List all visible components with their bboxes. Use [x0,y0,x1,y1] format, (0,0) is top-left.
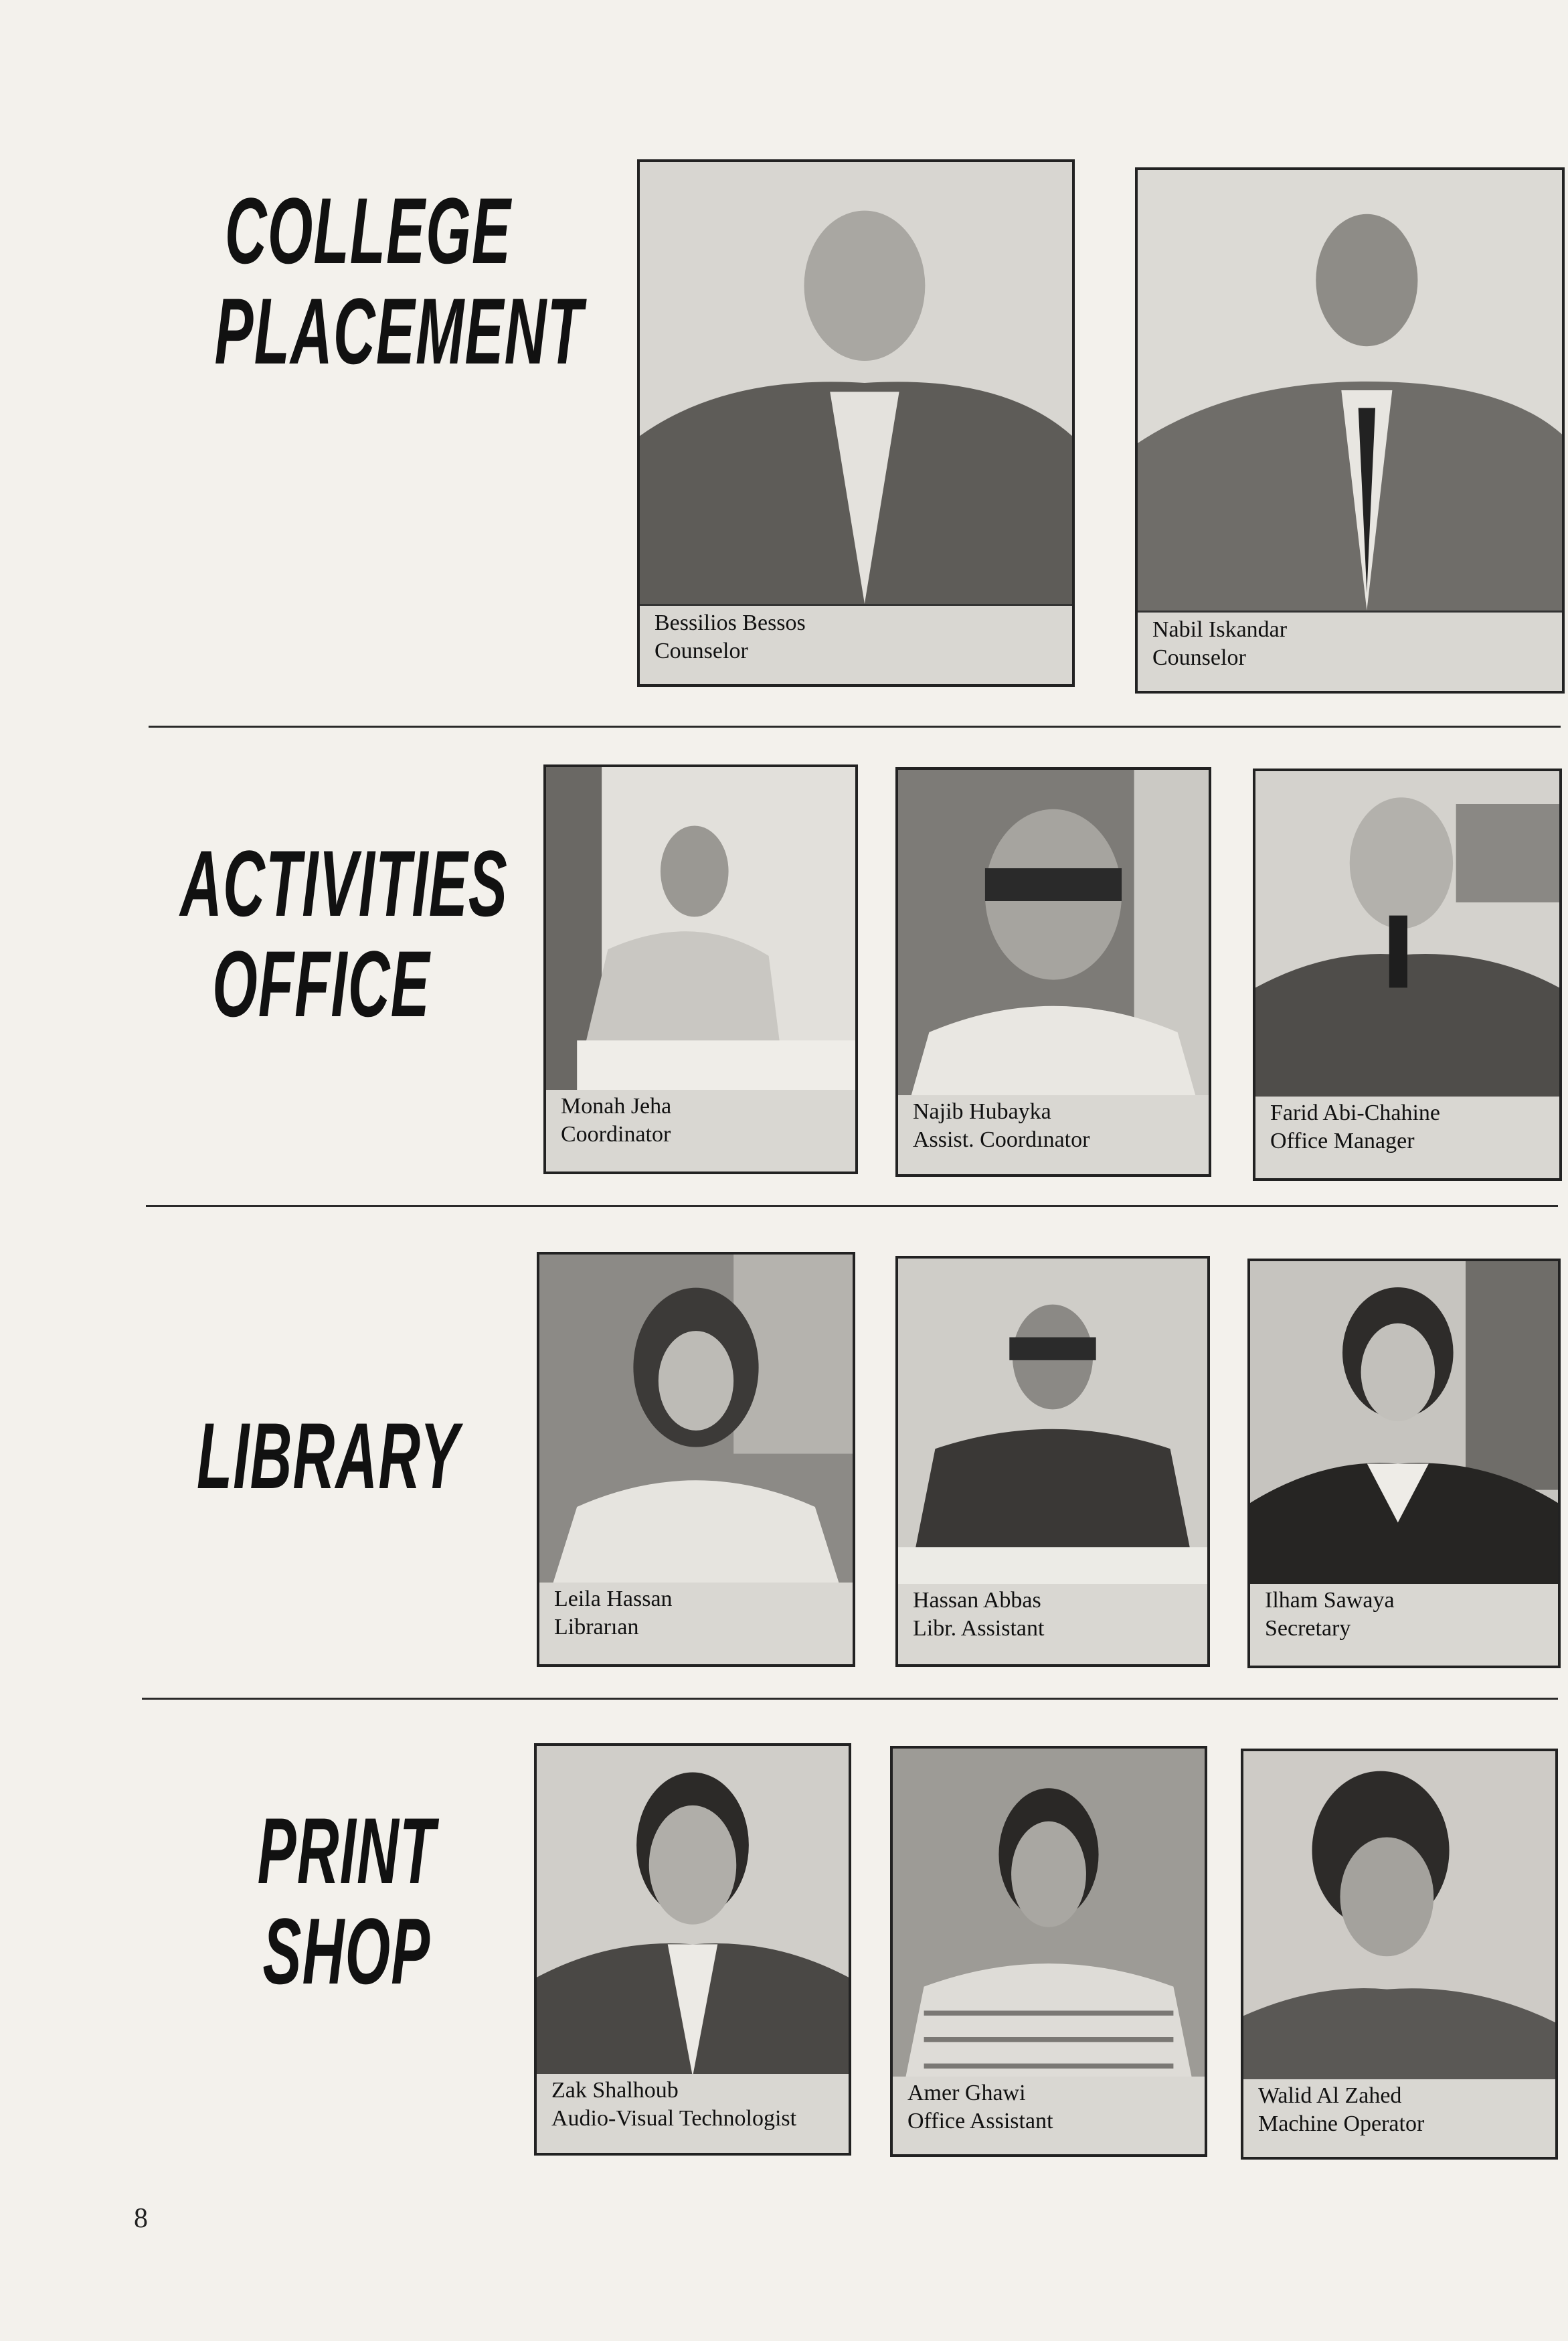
staff-card [537,1252,855,1667]
staff-card [1253,769,1562,1181]
staff-role: Secretary [1265,1616,1351,1641]
portrait-image [1243,1751,1555,2082]
staff-role: Counselor [655,639,748,663]
portrait-image [546,767,855,1093]
section-title-line: COLLEGE [224,178,512,283]
staff-card [1247,1259,1561,1668]
staff-name: Walid Al Zahed [1258,2083,1402,2108]
staff-name: Farid Abi-Chahine [1270,1101,1441,1125]
staff-card [1241,1749,1558,2160]
portrait-image [898,770,1209,1098]
section-divider [146,1205,1558,1207]
staff-photo [539,1255,853,1589]
staff-caption [1243,2079,1555,2157]
staff-photo [898,1259,1207,1589]
staff-card [637,159,1075,687]
section-title-line: PRINT [257,1798,436,1903]
staff-card [890,1746,1207,2157]
section-title-line: SHOP [262,1899,431,2004]
staff-caption [898,1584,1207,1664]
staff-name: Amer Ghawi [907,2081,1026,2105]
staff-role: Office Manager [1270,1129,1415,1153]
page-number: 8 [134,2203,148,2234]
section-title-activities-office [180,831,509,1036]
portrait-image [893,1749,1205,2079]
staff-role: Audio-Visual Technologist [551,2106,797,2131]
staff-photo [1250,1261,1558,1590]
portrait-image [1138,170,1562,611]
staff-card [1135,167,1565,694]
staff-name: Najib Hubayka [913,1099,1051,1124]
staff-caption [640,607,1072,684]
staff-name: Leila Hassan [554,1587,673,1611]
section-title-line: PLACEMENT [214,278,584,384]
staff-role: Coordinator [561,1122,671,1147]
staff-photo [1255,771,1559,1101]
staff-caption [898,1095,1209,1174]
portrait-image [640,162,1072,604]
portrait-image [1255,771,1559,1099]
portrait-image [537,1746,849,2077]
staff-name: Bessilios Bessos [655,611,806,635]
staff-role: Office Assistant [907,2109,1053,2133]
staff-caption [1250,1584,1558,1666]
staff-name: Ilham Sawaya [1265,1588,1395,1613]
section-title-print-shop [222,1798,471,2004]
section-title-line: ACTIVITIES [180,831,509,936]
staff-caption [1138,613,1562,691]
staff-photo [1243,1751,1555,2084]
staff-card [543,764,858,1174]
staff-name: Monah Jeha [561,1094,672,1119]
staff-name: Zak Shalhoub [551,2078,679,2103]
staff-name: Hassan Abbas [913,1588,1041,1613]
staff-role: Counselor [1152,645,1246,670]
staff-photo [1138,170,1562,613]
portrait-image [898,1259,1207,1587]
staff-caption [1255,1097,1559,1178]
section-divider [149,726,1561,728]
portrait-image [1250,1261,1558,1588]
staff-photo [640,162,1072,606]
section-title-library [197,1403,460,1508]
section-title-line: LIBRARY [197,1403,460,1508]
staff-role: Librarıan [554,1615,639,1639]
staff-caption [537,2074,849,2153]
staff-caption [546,1090,855,1172]
staff-caption [539,1583,853,1664]
staff-photo [898,770,1209,1100]
staff-role: Machine Operator [1258,2111,1425,2136]
staff-photo [537,1746,849,2079]
staff-photo [546,767,855,1095]
staff-role: Assist. Coordınator [913,1127,1090,1152]
section-divider [142,1698,1558,1700]
section-title-college-placement [214,178,584,384]
section-title-line: OFFICE [212,931,430,1036]
staff-caption [893,2077,1205,2154]
staff-role: Libr. Assistant [913,1616,1045,1641]
staff-card [895,767,1211,1177]
staff-name: Nabil Iskandar [1152,617,1288,642]
portrait-image [539,1255,853,1587]
staff-card [534,1743,851,2156]
staff-card [895,1256,1210,1667]
staff-photo [893,1749,1205,2081]
